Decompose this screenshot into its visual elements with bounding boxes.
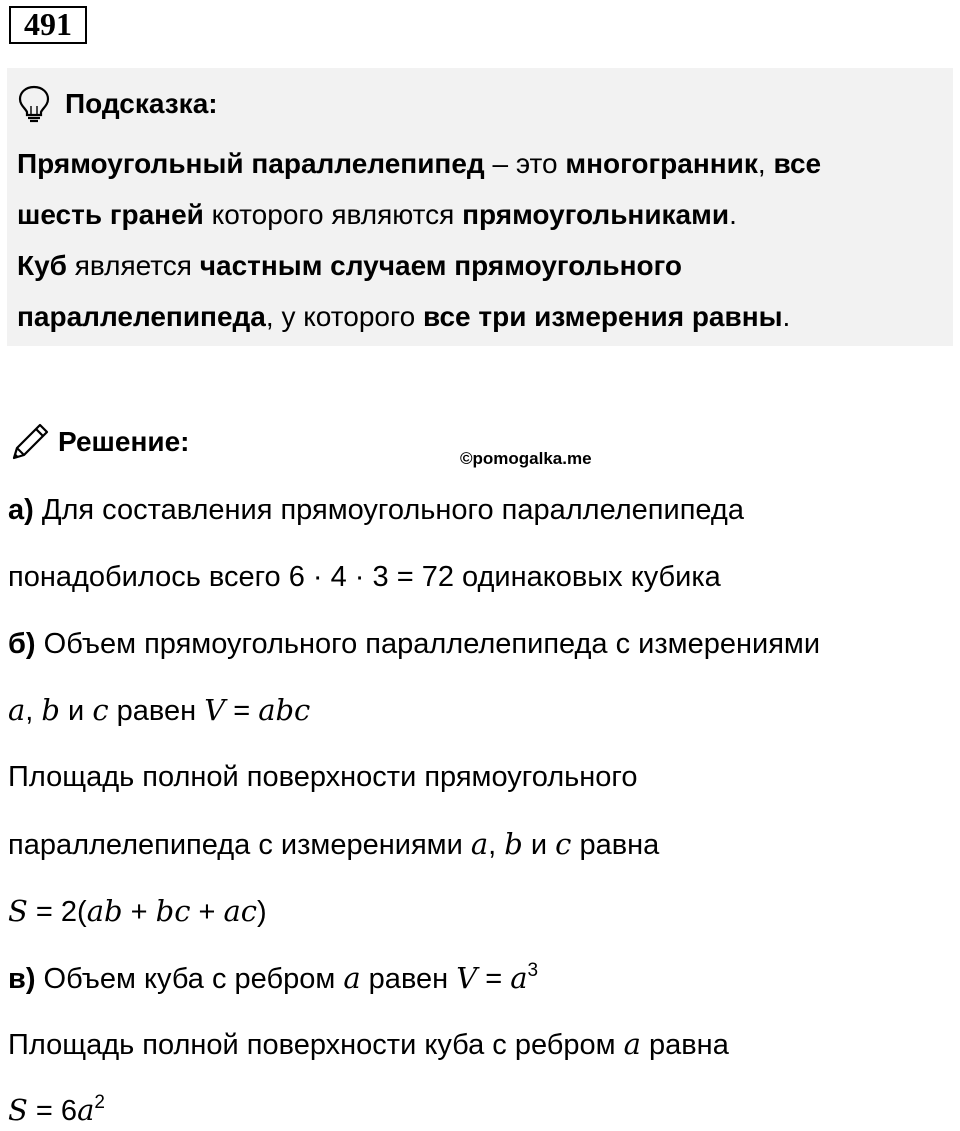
- hint-text: [17, 138, 943, 342]
- lightbulb-icon: [17, 84, 51, 124]
- hint-line-2: шесть граней которого являются прямоугольниками.: [17, 199, 737, 230]
- solution-b-line-3: Площадь полной поверхности прямоугольного: [8, 761, 638, 793]
- solution-a-line-1: а) Для составления прямоугольного параллелепипеда: [8, 494, 744, 526]
- problem-number: 491: [9, 6, 87, 44]
- hint-box: [7, 68, 953, 346]
- solution-a-line-2: понадобилось всего 6 · 4 · 3 = 72 одинаковых кубика: [8, 561, 721, 593]
- hint-line-4: параллелепипеда, у которого все три измерения равны.: [17, 301, 791, 332]
- hint-title: Подсказка:: [65, 88, 218, 119]
- hint-line-3: Куб является частным случаем прямоугольного: [17, 250, 683, 281]
- hint-header: [17, 80, 943, 128]
- solution-c-line-2: Площадь полной поверхности куба с ребром a равна: [8, 1027, 729, 1061]
- solution-b-line-5: S = 2(ab + bc + ac): [8, 894, 267, 928]
- solution-header: [8, 420, 189, 464]
- watermark: ©pomogalka.me: [460, 449, 592, 468]
- solution-title: Решение:: [58, 426, 190, 457]
- solution-b-line-4: параллелепипеда с измерениями a, b и c равна: [8, 827, 660, 861]
- pencil-icon: [8, 420, 52, 464]
- solution-c-line-1: в) Объем куба с ребром a равен $V = a^3$: [8, 960, 539, 995]
- solution-b-line-2: a, b и c равен V = abc: [8, 693, 311, 727]
- solution-c-line-3: $S = 6a^2$: [8, 1092, 105, 1127]
- hint-line-1: Прямоугольный параллелепипед – это многогранник, все: [17, 148, 822, 179]
- solution-b-line-1: б) Объем прямоугольного параллелепипеда с измерениями: [8, 628, 821, 660]
